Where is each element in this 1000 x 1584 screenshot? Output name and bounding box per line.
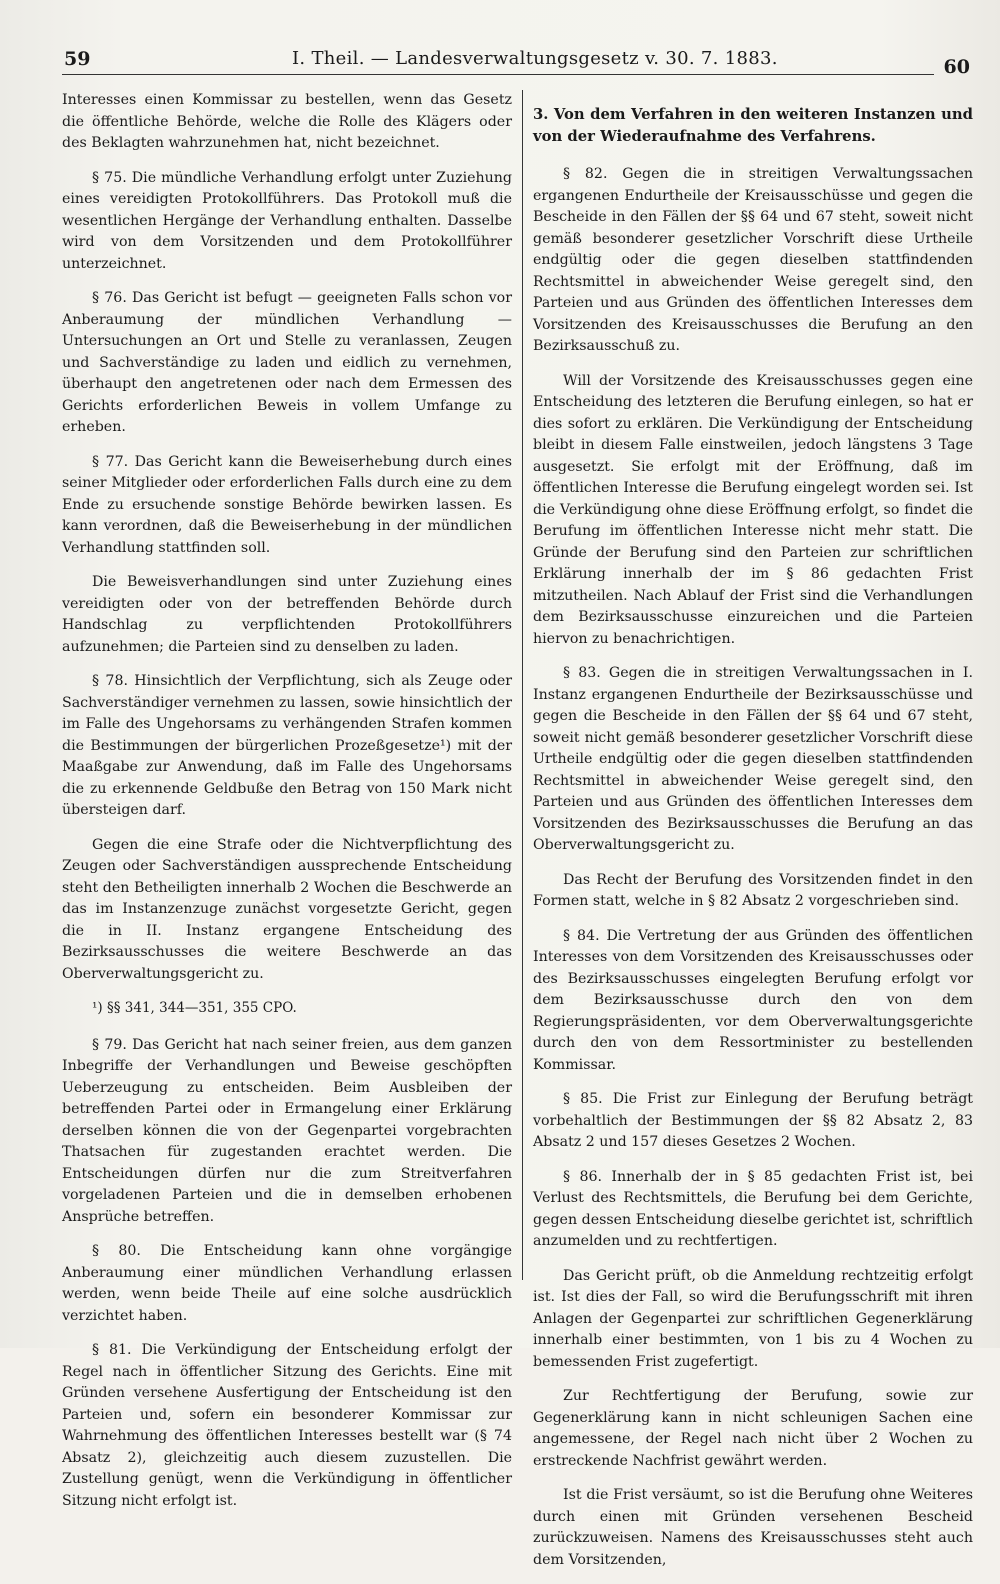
section-78: § 78. Hinsichtlich der Verpflichtung, sich als Zeuge oder Sachverständiger vernehmen zu lassen, sowie hinsichtlich der im Falle des Ungehorsams zu verhängenden Strafen kommen die Bestimmungen der bürgerlichen Prozeßgesetze¹) mit der Maaßgabe zur Anwendung, daß im Falle des Ungehorsams die zu erkennende Geldbuße den Betrag von 150 Mark nicht übersteigen darf.	[62, 673, 512, 818]
section-76: § 76. Das Gericht ist befugt — geeigneten Falls schon vor Anberaumung der mündlichen Verhandlung — Untersuchungen an Ort und Stelle zu veranlassen, Zeugen und Sachverständige zu laden und eidlich zu vernehmen, überhaupt den angetretenen oder nach dem Ermessen des Gerichts erforderlichen Beweis in vollem Umfange zu erheben.	[62, 290, 512, 435]
section-86-paragraph-4: Ist die Frist versäumt, so ist die Berufung ohne Weiteres durch einen mit Gründen versehenen Bescheid zurückzuweisen. Namens des Kreisausschusses steht auch dem Vorsitzenden,	[533, 1487, 973, 1568]
section-84: § 84. Die Vertretung der aus Gründen des öffentlichen Interesses von dem Vorsitzenden des Kreisausschusses oder des Bezirksausschusses eingelegten Berufung erfolgt vor dem Bezirksausschusse durch den von dem Regierungspräsidenten, vor dem Oberverwaltungsgerichte durch den von dem Ressortminister zu bestellenden Kommissar.	[533, 927, 973, 1073]
footnote: ¹) §§ 341, 344—351, 355 CPO.	[92, 1000, 297, 1016]
page-number-right: 60	[943, 56, 970, 78]
section-86-paragraph-3: Zur Rechtfertigung der Berufung, sowie zur Gegenerklärung kann in nicht schleunigen Sachen eine angemessene, der Regel nach nicht über 2 Wochen zu erstreckende Nachfrist gewährt werden.	[533, 1388, 973, 1469]
section-77: § 77. Das Gericht kann die Beweiserhebung durch eines seiner Mitglieder oder erforderlichen Falls durch eine zu dem Ende zu ersuchende sonstige Behörde bewirken lassen. Es kann verordnen, daß die Beweiserhebung in der mündlichen Verhandlung stattfinden soll.	[62, 453, 512, 556]
section-83: § 83. Gegen die in streitigen Verwaltungssachen in I. Instanz ergangenen Endurtheile der Bezirksausschüsse und gegen die Bescheide in den Fällen der §§ 64 und 67 steht, soweit nicht gemäß besonderer gesetzlicher Vorschrift diese Urtheile endgültig oder die gegen dieselben stattfindenden Rechtsmittel in abweichender Weise geregelt sind, den Parteien und aus Gründen des öffentlichen Interesses dem Vorsitzenden des Bezirksausschusses die Berufung an das Oberverwaltungsgericht zu.	[533, 665, 973, 853]
left-column	[62, 90, 512, 1584]
section-82: § 82. Gegen die in streitigen Verwaltungssachen ergangenen Endurtheile der Kreisausschüsse und gegen die Bescheide in den Fällen der §§ 64 und 67 steht, soweit nicht gemäß besonderer gesetzlicher Vorschrift diese Urtheile endgültig oder die gegen dieselben stattfindenden Rechtsmittel in abweichender Weise geregelt sind, den Parteien und aus Gründen des öffentlichen Interesses dem Vorsitzenden des Kreisausschusses die Berufung an den Bezirksausschuß zu.	[533, 166, 973, 354]
section-80: § 80. Die Entscheidung kann ohne vorgängige Anberaumung einer mündlichen Verhandlung erlassen werden, wenn beide Theile auf eine solche ausdrücklich verzichtet haben.	[62, 1243, 512, 1324]
section-83-paragraph-2: Das Recht der Berufung des Vorsitzenden findet in den Formen statt, welche in § 82 Absatz 2 vorgeschrieben sind.	[533, 871, 973, 909]
section-77-paragraph-2: Die Beweisverhandlungen sind unter Zuziehung eines vereidigten oder von der betreffenden Behörde durch Handschlag zu verpflichtenden Protokollführers aufzunehmen; die Parteien sind zu denselben zu laden.	[62, 574, 512, 655]
section-78-paragraph-2: Gegen die eine Strafe oder die Nichtverpflichtung des Zeugen oder Sachverständigen aussprechende Entscheidung steht den Betheiligten innerhalb 2 Wochen die Beschwerde an das im Instanzenzuge zunächst vorgesetzte Gericht, gegen die in II. Instanz ergangene Entscheidung des Bezirksausschusses die weitere Beschwerde an das Oberverwaltungsgericht zu.	[62, 836, 512, 982]
section-86-paragraph-2: Das Gericht prüft, ob die Anmeldung rechtzeitig erfolgt ist. Ist dies der Fall, so wird die Berufungsschrift mit ihren Anlagen der Gegenpartei zur schriftlichen Gegenerklärung innerhalb einer bestimmten, von 1 bis zu 4 Wochen zu bemessenden Frist zugefertigt.	[533, 1267, 973, 1370]
section-81: § 81. Die Verkündigung der Entscheidung erfolgt der Regel nach in öffentlicher Sitzung des Gerichts. Eine mit Gründen versehene Ausfertigung der Entscheidung ist den Parteien und, sofern ein besonderer Kommissar zur Wahrnehmung des öffentlichen Interesses bestellt war (§ 74 Absatz 2), gleichzeitig auch diesem zuzustellen. Die Zustellung genügt, wenn die Verkündigung in öffentlicher Sitzung nicht erfolgt ist.	[62, 1342, 512, 1509]
paragraph-continuation: Interesses einen Kommissar zu bestellen, wenn das Gesetz die öffentliche Behörde, welche die Rolle des Klägers oder des Beklagten wahrzunehmen hat, nicht bezeichnet.	[62, 92, 512, 151]
page-number-left: 59	[64, 48, 91, 70]
column-separator	[522, 90, 523, 1280]
section-85: § 85. Die Frist zur Einlegung der Berufung beträgt vorbehaltlich der Bestimmungen der §§ 82 Absatz 2, 83 Absatz 2 und 157 dieses Gesetzes 2 Wochen.	[533, 1091, 973, 1150]
chapter-heading: 3. Von dem Verfahren in den weiteren Instanzen und von der Wiederaufnahme des Verfahrens.	[533, 106, 973, 145]
section-79: § 79. Das Gericht hat nach seiner freien, aus dem ganzen Inbegriffe der Verhandlungen und Beweise geschöpften Ueberzeugung zu entscheiden. Beim Ausbleiben der betreffenden Partei oder in Ermangelung einer Erklärung derselben können die von der Gegenpartei vorgebrachten Thatsachen für zugestanden erachtet werden. Die Entscheidungen dürfen nur die zum Streitverfahren vorgeladenen Parteien und die in demselben erhobenen Ansprüche betreffen.	[62, 1036, 512, 1225]
text-columns	[52, 90, 974, 1584]
section-82-paragraph-2: Will der Vorsitzende des Kreisausschusses gegen eine Entscheidung des letzteren die Berufung einlegen, so hat er dies sofort zu erklären. Die Verkündigung der Entscheidung bleibt in diesem Falle einstweilen, jedoch längstens 3 Tage ausgesetzt. Sie erfolgt mit der Eröffnung, daß im öffentlichen Interesse die Berufung eingelegt worden sei. Ist die Verkündigung ohne diese Eröffnung erfolgt, so findet die Berufung im öffentlichen Interesse nicht mehr statt. Die Gründe der Berufung sind den Parteien zur schriftlichen Erklärung innerhalb der im § 86 gedachten Frist mitzutheilen. Nach Ablauf der Frist sind die Verhandlungen dem Bezirksausschusse einzureichen und die Parteien hiervon zu benachrichtigen.	[533, 372, 973, 647]
running-title: I. Theil. — Landesverwaltungsgesetz v. 30. 7. 1883.	[292, 48, 778, 69]
right-column	[533, 90, 973, 1584]
section-75: § 75. Die mündliche Verhandlung erfolgt unter Zuziehung eines vereidigten Protokollführers. Das Protokoll muß die wesentlichen Hergänge der Verhandlung enthalten. Dasselbe wird von dem Vorsitzenden und dem Protokollführer unterzeichnet.	[62, 169, 512, 272]
running-header	[52, 40, 974, 76]
section-86: § 86. Innerhalb der in § 85 gedachten Frist ist, bei Verlust des Rechtsmittels, die Berufung bei dem Gerichte, gegen dessen Entscheidung dieselbe gerichtet ist, schriftlich anzumelden und zu rechtfertigen.	[533, 1168, 973, 1249]
header-rule	[62, 74, 934, 75]
